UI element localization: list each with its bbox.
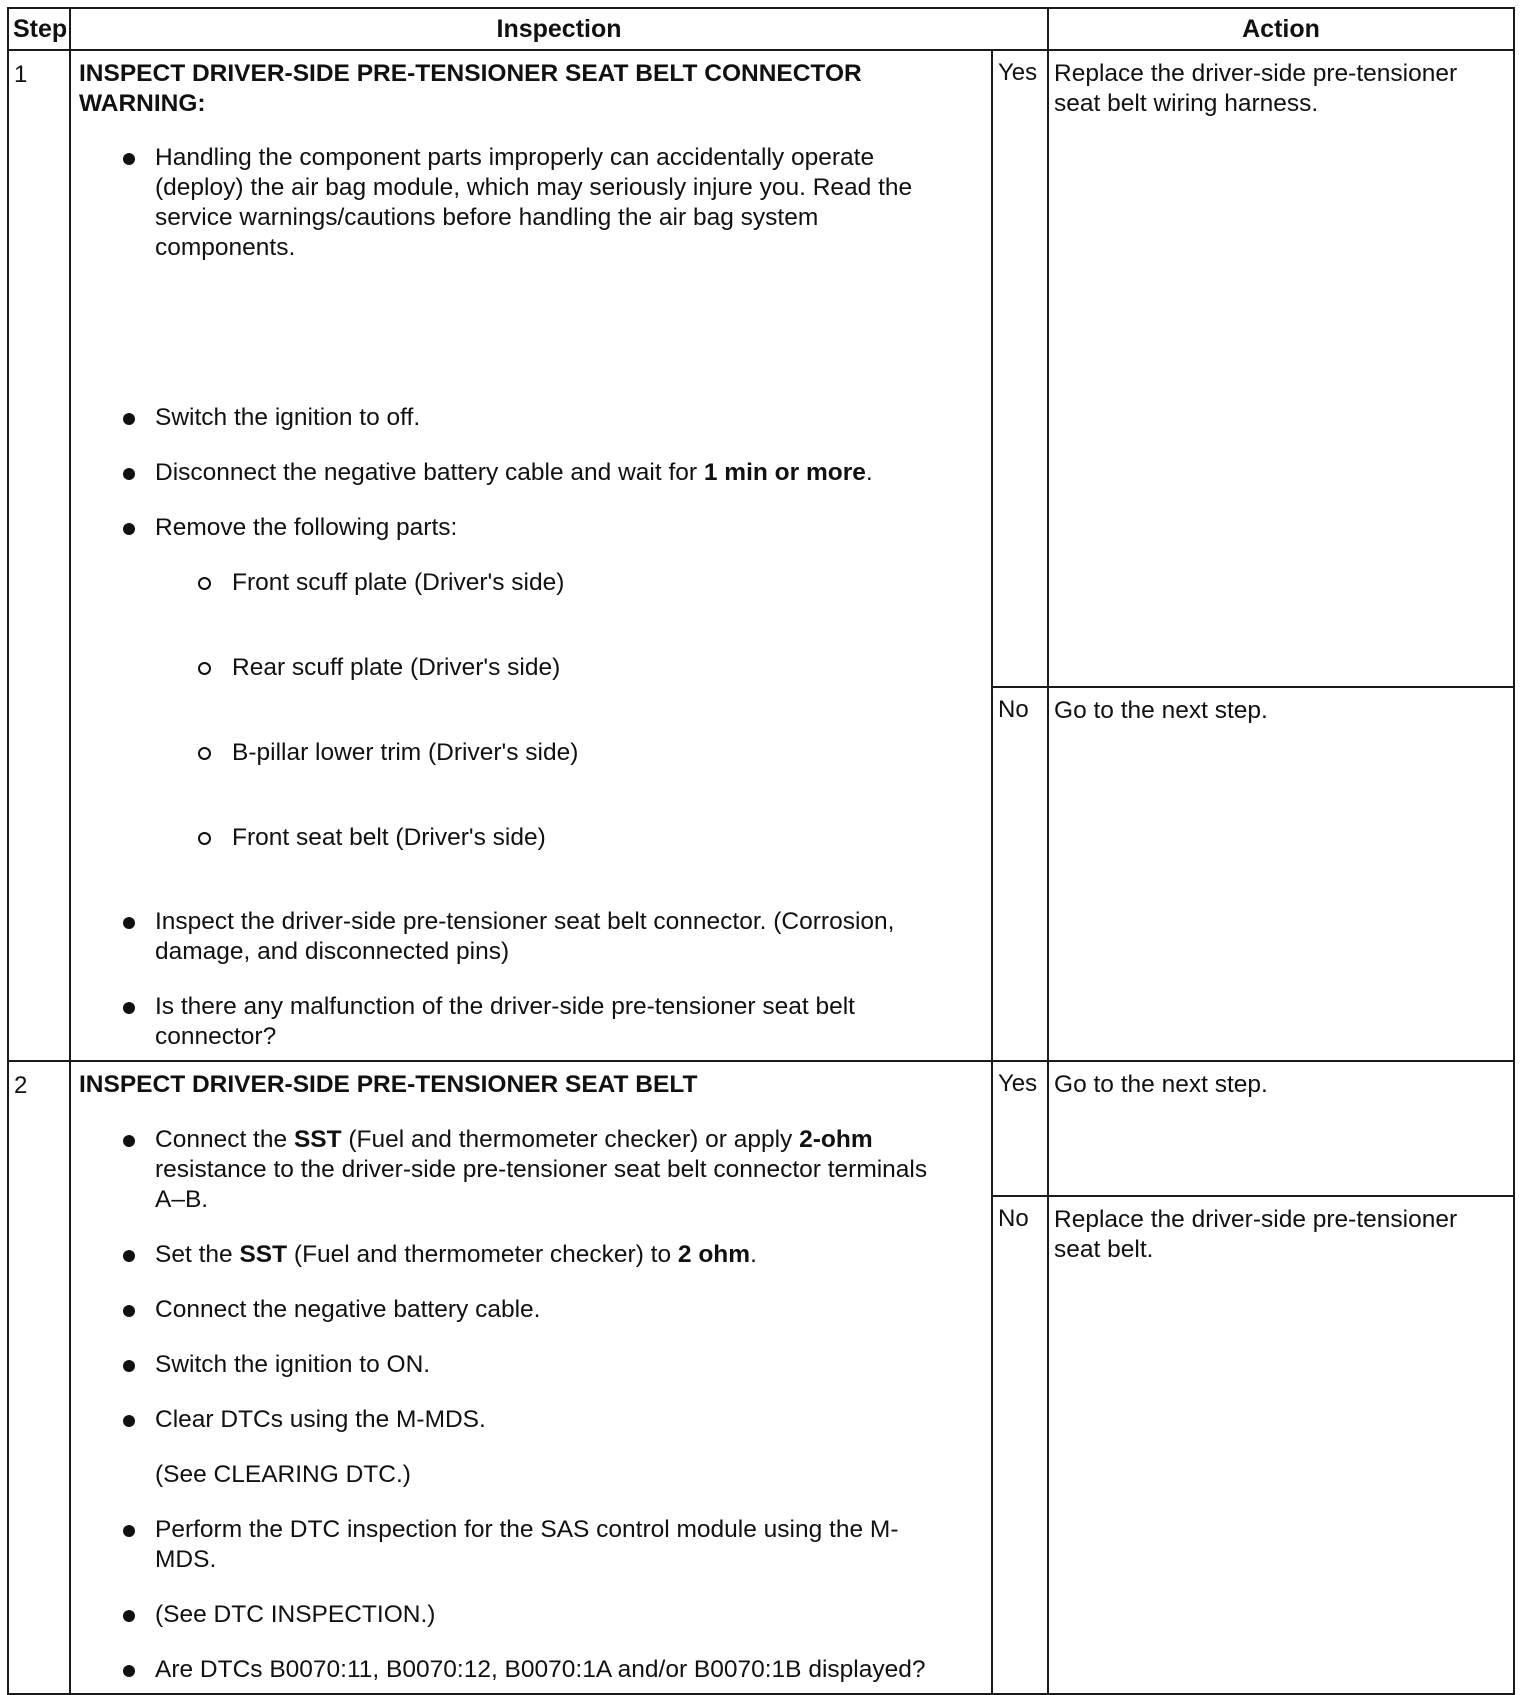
step2-no-label: No [992, 1196, 1048, 1694]
diagnostic-procedure-table [7, 7, 1513, 1683]
step1-title [79, 59, 983, 119]
step1-yes-action: Replace the driver-side pre-tensioner seat belt wiring harness. [1048, 50, 1514, 687]
step1-question: Is there any malfunction of the driver-side pre-tensioner seat belt connector? [79, 992, 925, 1052]
step1-title-line1: INSPECT DRIVER-SIDE PRE-TENSIONER SEAT BELT CONNECTOR [79, 60, 862, 87]
step2-title: INSPECT DRIVER-SIDE PRE-TENSIONER SEAT BELT [79, 1071, 698, 1098]
step1-no-action: Go to the next step. [1048, 687, 1514, 1061]
header-action: Action [1048, 8, 1514, 50]
step1-row-yes [8, 50, 1514, 687]
step1-warning-label: WARNING: [79, 90, 206, 117]
step2-see-inspection: (See DTC INSPECTION.) [79, 1600, 983, 1630]
step2-yes-action: Go to the next step. [1048, 1061, 1514, 1196]
step2-clear-dtc: Clear DTCs using the M-MDS. [79, 1405, 983, 1435]
step2-row-yes [8, 1061, 1514, 1196]
part-item: B-pillar lower trim (Driver's side) [79, 738, 983, 768]
step1-inspect-connector: Inspect the driver-side pre-tensioner seat belt connector. (Corrosion, damage, and disconnected pins) [79, 907, 925, 967]
step1-yes-label: Yes [992, 50, 1048, 687]
header-step: Step [8, 8, 70, 50]
step2-yes-label: Yes [992, 1061, 1048, 1196]
step1-no-label: No [992, 687, 1048, 1061]
header-row [8, 8, 1514, 50]
part-item: Front seat belt (Driver's side) [79, 823, 983, 853]
step2-number: 2 [8, 1061, 70, 1694]
step2-no-action: Replace the driver-side pre-tensioner seat belt. [1048, 1196, 1514, 1694]
step2-set-sst: Set the SST (Fuel and thermometer checker) to 2 ohm. [79, 1240, 983, 1270]
step2-connect-battery: Connect the negative battery cable. [79, 1295, 983, 1325]
part-item: Front scuff plate (Driver's side) [79, 568, 983, 598]
part-item: Rear scuff plate (Driver's side) [79, 653, 983, 683]
step1-number: 1 [8, 50, 70, 1061]
step2-question: Are DTCs B0070:11, B0070:12, B0070:1A and/or B0070:1B displayed? [79, 1655, 983, 1685]
step1-inspection [70, 50, 992, 1061]
step1-remove-parts: Remove the following parts: [79, 513, 983, 543]
step1-warning-text: Handling the component parts improperly can accidentally operate (deploy) the air bag module, which may seriously injure you. Read the service warnings/cautions before handling the air bag system components. [79, 143, 935, 263]
step2-ignition-on: Switch the ignition to ON. [79, 1350, 983, 1380]
step2-see-clearing: (See CLEARING DTC.) [155, 1461, 411, 1488]
step1-disconnect: Disconnect the negative battery cable and wait for 1 min or more. [79, 458, 983, 488]
step2-perform-dtc: Perform the DTC inspection for the SAS control module using the M-MDS. [79, 1515, 915, 1575]
header-inspection: Inspection [70, 8, 1048, 50]
step1-ignition-off: Switch the ignition to off. [79, 403, 983, 433]
step2-connect-sst: Connect the SST (Fuel and thermometer checker) or apply 2-ohm resistance to the driver-side pre-tensioner seat belt connector terminals A–B. [79, 1125, 945, 1215]
step2-inspection [70, 1061, 992, 1694]
